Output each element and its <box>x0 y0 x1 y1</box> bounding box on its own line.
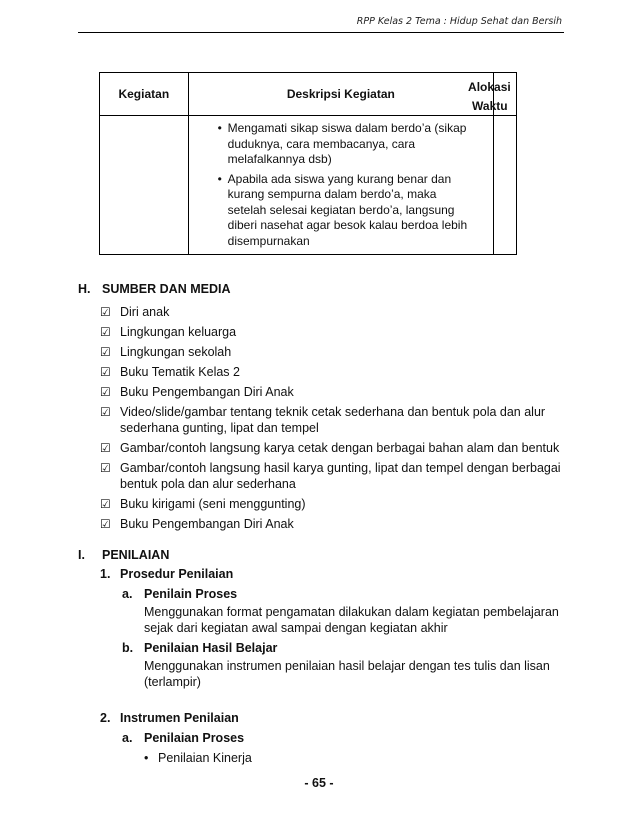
subsection-2: 2. Instrumen Penilaian <box>100 711 239 725</box>
col-deskripsi: Deskripsi Kegiatan <box>188 73 493 116</box>
bullet-icon: • <box>217 121 222 135</box>
checkbox-checked-icon: ☑ <box>100 405 111 419</box>
checkbox-checked-icon: ☑ <box>100 461 111 475</box>
activity-table <box>99 72 517 255</box>
checkbox-checked-icon: ☑ <box>100 345 111 359</box>
section-letter: H. <box>78 282 91 296</box>
sources-checklist <box>100 304 570 536</box>
list-item: ☑ Buku kirigami (seni menggunting) <box>100 497 306 511</box>
table-row <box>100 116 517 255</box>
section-letter: I. <box>78 548 85 562</box>
list-item: • Apabila ada siswa yang kurang benar dan kurang sempurna dalam berdo’a, maka setelah selesai kegiatan berdo’a, langsung diberi nasehat agar besok kalau berdoa lebih disempurnakan <box>217 171 468 248</box>
section-i-heading <box>78 548 169 562</box>
cell-alokasi <box>494 116 517 255</box>
section-title: PENILAIAN <box>102 548 170 562</box>
subsection-1: 1. Prosedur Penilaian <box>100 567 234 581</box>
col-alokasi-line1: Alokasi <box>468 80 511 94</box>
subsection-2a: a. Penilaian Proses <box>122 731 245 745</box>
list-item: ☑ Gambar/contoh langsung hasil karya gunting, lipat dan tempel dengan berbagai bentuk pola dan alur sederhana <box>100 461 561 491</box>
list-item: ☑ Gambar/contoh langsung karya cetak dengan berbagai bahan alam dan bentuk <box>100 441 560 455</box>
checkbox-checked-icon: ☑ <box>100 325 111 339</box>
deskripsi-list <box>190 121 492 249</box>
section-h-heading <box>78 282 230 296</box>
checkbox-checked-icon: ☑ <box>100 365 111 379</box>
col-alokasi <box>468 73 517 116</box>
subsection-1a: a. Penilain Proses <box>122 587 238 601</box>
cell-kegiatan <box>100 116 189 255</box>
checkbox-checked-icon: ☑ <box>100 497 111 511</box>
list-item: ☑ Buku Pengembangan Diri Anak <box>100 517 294 531</box>
checkbox-checked-icon: ☑ <box>100 517 111 531</box>
bullet-icon: • <box>144 751 149 765</box>
section-title: SUMBER DAN MEDIA <box>102 282 231 296</box>
col-kegiatan: Kegiatan <box>100 73 189 116</box>
col-alokasi-line2: Waktu <box>472 99 508 113</box>
checkbox-checked-icon: ☑ <box>100 385 111 399</box>
bullet-icon: • <box>217 171 222 186</box>
list-item: ☑ Diri anak <box>100 305 170 319</box>
subsection-1a-text: Menggunakan format pengamatan dilakukan dalam kegiatan pembelajaran sejak dari kegiatan awal sampai dengan kegiatan akhir <box>144 605 559 635</box>
list-item: ☑ Video/slide/gambar tentang teknik cetak sederhana dan bentuk pola dan alur sederhana gunting, lipat dan tempel <box>100 405 546 435</box>
list-item: ☑ Buku Tematik Kelas 2 <box>100 365 240 379</box>
penilaian-content <box>100 566 570 766</box>
list-item: ☑ Lingkungan sekolah <box>100 345 232 359</box>
table-header-row <box>100 73 517 116</box>
cell-deskripsi <box>188 116 493 255</box>
list-item: ☑ Lingkungan keluarga <box>100 325 237 339</box>
list-item: • Penilaian Kinerja <box>144 751 252 765</box>
checkbox-checked-icon: ☑ <box>100 441 111 455</box>
list-item: ☑ Buku Pengembangan Diri Anak <box>100 385 294 399</box>
header-rule <box>78 32 564 33</box>
running-header: RPP Kelas 2 Tema : Hidup Sehat dan Bersih <box>356 16 562 27</box>
page-number: - 65 - <box>304 776 334 790</box>
list-item: • Mengamati sikap siswa dalam berdo’a (sikap duduknya, cara membacanya, cara melafalkannya dsb) <box>217 121 467 166</box>
checkbox-checked-icon: ☑ <box>100 305 111 319</box>
subsection-1b-text: Menggunakan instrumen penilaian hasil belajar dengan tes tulis dan lisan (terlampir) <box>144 659 550 689</box>
subsection-1b: b. Penilaian Hasil Belajar <box>122 641 278 655</box>
